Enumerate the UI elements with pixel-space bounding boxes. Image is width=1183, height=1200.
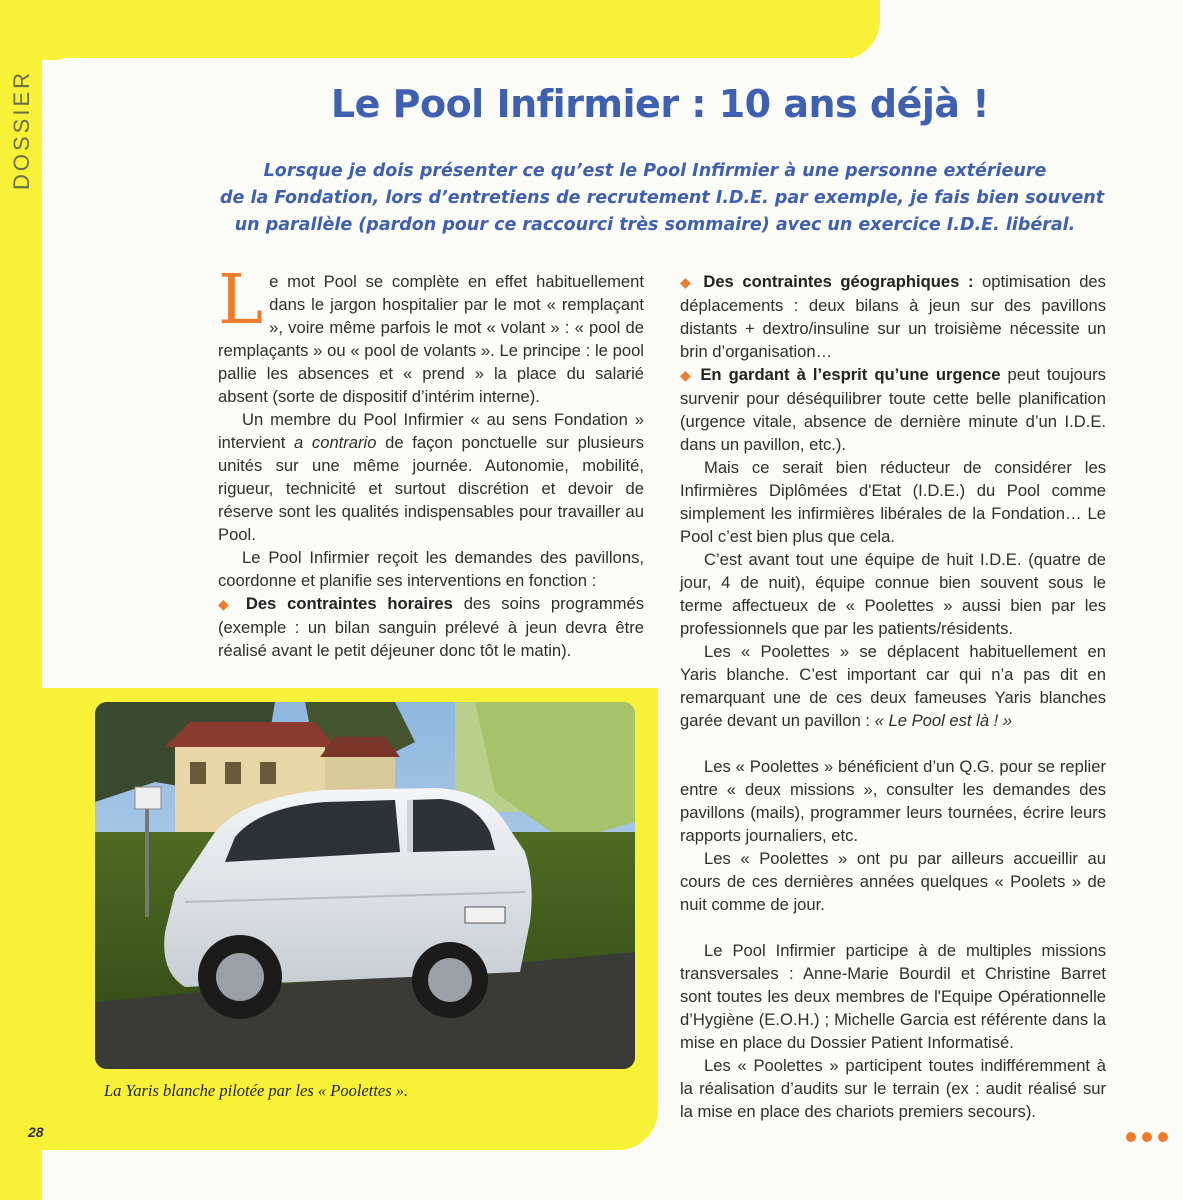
spacer xyxy=(680,916,1106,939)
drop-cap: L xyxy=(218,261,264,340)
diamond-bullet-icon: ◆ xyxy=(218,596,235,612)
paragraph: Les « Poolettes » ont pu par ailleurs accueillir au cours de ces dernières années quelques « Poolets » de nuit comme de jour. xyxy=(680,849,1106,914)
spacer xyxy=(680,732,1106,755)
diamond-bullet-icon: ◆ xyxy=(680,367,694,383)
paragraph: Mais ce serait bien réducteur de considérer les Infirmières Diplômées d'Etat (I.D.E.) du Pool comme simplement les infirmières libérales de la Fondation… Le Pool c’est bien plus que cela. xyxy=(680,458,1106,546)
intro-line: de la Fondation, lors d’entretiens de recrutement I.D.E. par exemple, je fais bien souvent xyxy=(220,188,1105,208)
article-title: Le Pool Infirmier : 10 ans déjà ! xyxy=(330,82,990,126)
paragraph: Les « Poolettes » participent toutes indifféremment à la réalisation d’audits sur le terrain (ex : audit réalisé sur la mise en place des chariots premiers secours). xyxy=(680,1056,1106,1121)
left-column xyxy=(218,261,644,662)
paragraph: Les « Poolettes » se déplacent habituellement en Yaris blanche. C’est important car qui n’a pas dit en remarquant une de ces deux fameuses Yaris blanches garée devant un pavillon : « Le Pool est là ! » xyxy=(680,642,1106,730)
continuation-dots-icon xyxy=(1126,1132,1168,1142)
paragraph: C’est avant tout une équipe de huit I.D.E. (quatre de jour, 4 de nuit), équipe connue bien souvent sous le terme affectueux de « Poolettes » aussi bien par les professionnels que par les patients/résidents. xyxy=(680,550,1106,638)
intro-line: Lorsque je dois présenter ce qu’est le Pool Infirmier à une personne extérieure xyxy=(263,161,1047,181)
bullet-paragraph: ◆ Des contraintes géographiques : optimisation des déplacements : deux bilans à jeun sur des pavillons distants + dextro/insuline sur un troisième nécessite un brin d’organisation… xyxy=(680,272,1106,361)
bullet-paragraph: ◆ Des contraintes horaires des soins programmés (exemple : un bilan sanguin prélevé à jeun devra être réalisé avant le petit déjeuner donc tôt le matin). xyxy=(218,594,644,660)
intro-line: un parallèle (pardon pour ce raccourci très sommaire) avec un exercice I.D.E. libéral. xyxy=(234,215,1076,235)
paragraph: Les « Poolettes » bénéficient d’un Q.G. pour se replier entre « deux missions », consulter les demandes des pavillons (mails), programmer leurs tournées, écrire leurs rapports journaliers, etc. xyxy=(680,757,1106,845)
right-column xyxy=(680,270,1106,1123)
paragraph: Le mot Pool se complète en effet habituellement dans le jargon hospitalier par le mot « remplaçant », voire même parfois le mot « volant » : « pool de remplaçants » ou « pool de volants ». Le principe : le pool pallie les absences et « prend » la place du salarié absent (sorte de dispositif d’intérim interne). xyxy=(218,261,644,406)
paragraph: Le Pool Infirmier participe à de multiples missions transversales : Anne-Marie Bourdil et Christine Barret sont toutes les deux membres de l'Equipe Opérationnelle d’Hygiène (E.O.H.) ; Michelle Garcia est référente dans la mise en place du Dossier Patient Informatisé. xyxy=(680,941,1106,1052)
photo-caption: La Yaris blanche pilotée par les « Poolettes ». xyxy=(104,1081,409,1100)
car-photo xyxy=(95,702,635,1069)
bullet-paragraph: ◆ En gardant à l’esprit qu’une urgence peut toujours survenir pour déséquilibrer toute cette belle planification (urgence vitale, absence de dernière minute d’un I.D.E. dans un pavillon, etc.). xyxy=(680,365,1106,454)
article-intro xyxy=(220,158,1105,239)
paragraph: Un membre du Pool Infirmier « au sens Fondation » intervient a contrario de façon ponctuelle sur plusieurs unités sur une même journée. Autonomie, mobilité, rigueur, technicité et surtout discrétion et devoir de réserve sont les qualités indispensables pour travailler au Pool. xyxy=(218,410,644,544)
paragraph: Le Pool Infirmier reçoit les demandes des pavillons, coordonne et planifie ses interventions en fonction : xyxy=(218,548,644,590)
yellow-header-band xyxy=(0,0,880,60)
car-photo-illustration xyxy=(95,702,635,1069)
page-number: 28 xyxy=(28,1124,44,1140)
section-label: DOSSIER xyxy=(9,69,34,191)
diamond-bullet-icon: ◆ xyxy=(680,274,695,290)
